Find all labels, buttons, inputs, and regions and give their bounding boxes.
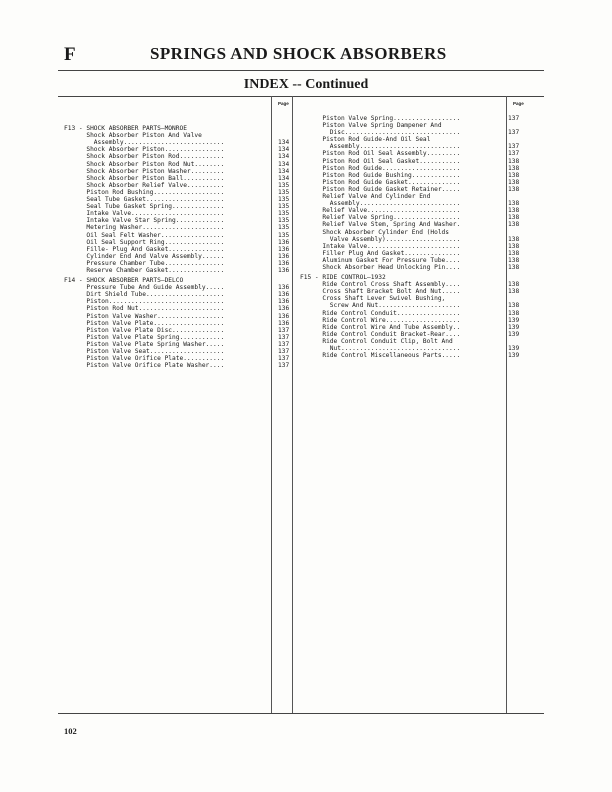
right-page-column-divider [506,96,507,713]
index-entry-text: Shock Absorber Head Unlocking Pin.... [300,263,461,271]
index-entry-text: Oil Seal Felt Washer................. [64,231,225,239]
index-entry-page: 136 [278,284,290,292]
index-entry-text: Relief Valve And Cylinder End [300,193,431,201]
index-entry-text: Relief Valve Stem, Spring And Washer. [300,221,461,229]
index-entry-text: Piston Rod Guide Gasket Retainer..... [300,185,461,193]
index-entry-page: 137 [508,143,520,151]
index-entry-page: 136 [278,266,290,274]
left-page-column-label: Page [278,101,289,106]
index-entry-page: 136 [278,319,290,327]
index-entry-text: Ride Control Conduit................. [300,309,461,317]
index-entry-page: 138 [508,302,520,310]
index-entry-text: Piston Rod Guide..................... [300,164,461,172]
index-entry-text: Shock Absorber Cylinder End (Holds [300,228,450,236]
index-entry-text: Cylinder End And Valve Assembly...... [64,252,225,260]
index-entry-text: Piston Rod Nut....................... [64,305,225,313]
index-entry-page: 136 [278,291,290,299]
index-entry-page: 136 [278,259,290,267]
index-entry-text: F13 - SHOCK ABSORBER PARTS—MONROE [64,125,187,133]
index-entry-text: Piston Valve Plate................... [64,319,225,327]
section-letter: F [64,44,76,65]
index-entry-text: Valve Assembly).................... [300,235,461,243]
index-entry-page: 138 [508,178,520,186]
index-entry-page: 137 [278,333,290,341]
index-entry-text: Relief Valve......................... [300,207,461,215]
index-entry-page: 134 [278,174,290,182]
index-entry-text: Pressure Chamber Tube................ [64,259,225,267]
index-entry-page: 137 [508,129,520,137]
index-entry-page: 138 [508,288,520,296]
index-entry-page: 136 [278,305,290,313]
index-entry-page: 139 [508,352,520,360]
index-entry-text: F14 - SHOCK ABSORBER PARTS—DELCO [64,277,184,285]
index-entry-page: 137 [278,340,290,348]
index-entry-page: 138 [508,207,520,215]
index-entry-page: 139 [508,316,520,324]
index-entry-page: 136 [278,298,290,306]
top-rule [58,70,544,71]
index-entry-text: Nut................................ [300,345,461,352]
index-entry-text: Intake Valve Star Spring............. [64,217,225,225]
index-entry-text: Piston Valve Spring Dampener And [300,122,442,130]
index-entry-page: 138 [508,214,520,222]
index-entry-page: 135 [278,188,290,196]
index-entry-page: 138 [508,263,520,271]
index-entry-text: Metering Washer...................... [64,224,225,232]
index-entry-text: Ride Control Miscellaneous Parts..... [300,352,461,360]
index-entry-text: Fille- Plug And Gasket............... [64,245,225,253]
index-entry-page: 134 [278,160,290,168]
index-entry-text: Piston Valve Spring.................. [300,115,461,122]
index-entry-page: 137 [508,150,520,158]
index-entry-page: 138 [508,242,520,250]
index-entry-text: Screw And Nut...................... [300,302,461,310]
index-entry-text: Aluminum Gasket For Pressure Tube.... [300,256,461,264]
index-entry-page: 135 [278,196,290,204]
index-entry-text: Dirt Shield Tube..................... [64,291,225,299]
index-entry-page: 139 [508,330,520,338]
index-entry-text: F15 - RIDE CONTROL—1932 [300,274,386,282]
section-title: SPRINGS AND SHOCK ABSORBERS [150,44,447,63]
index-entry-page: 135 [278,203,290,211]
index-entry-text: Piston Valve Washer.................. [64,312,225,320]
index-entry-page: 138 [508,171,520,179]
index-entry-text: Assembly........................... [64,139,225,147]
index-entry-text: Ride Control Conduit Bracket-Rear.... [300,330,461,338]
index-entry-text: Piston Valve Plate Spring............ [64,333,225,341]
index-entry-text: Piston Rod Guide Bushing............. [300,171,461,179]
index-entry-text: Piston Rod Oil Seal Assembly......... [300,150,461,158]
index-entry-page: 135 [278,210,290,218]
index-entry-text: Ride Control Cross Shaft Assembly.... [300,281,461,289]
index-entry-page: 135 [278,231,290,239]
center-divider [292,96,293,713]
index-entry-text: Shock Absorber Piston Rod Nut........ [64,160,225,168]
index-entry-text: Piston Valve Orifice Plate........... [64,355,225,363]
index-entry-text: Shock Absorber Relief Valve.......... [64,181,225,189]
index-entry-page: 135 [278,181,290,189]
index-entry-page: 138 [508,235,520,243]
index-entry-page: 136 [278,238,290,246]
index-entry-text: Piston Rod Bushing................... [64,188,225,196]
index-entry-text: Oil Seal Support Ring................ [64,238,225,246]
index-entry-text: Piston Rod Oil Seal Gasket........... [300,157,461,165]
index-entry-page: 135 [278,217,290,225]
index-entry-text: Piston Rod Guide-And Oil Seal [300,136,431,144]
index-entry-text: Shock Absorber Piston................ [64,146,225,154]
index-entry-text: Intake Valve......................... [300,242,461,250]
index-entry-text: Piston Rod Guide Gasket.............. [300,178,461,186]
index-entry-page: 138 [508,185,520,193]
index-entry-text: Ride Control Conduit Clip, Bolt And [300,337,453,345]
bottom-rule [58,713,544,714]
index-entry-text: Disc............................... [300,129,461,137]
index-entry-page: 137 [278,355,290,363]
index-entry-text: Shock Absorber Piston Ball........... [64,174,225,182]
index-entry-text: Filler Plug And Gasket............... [300,249,461,257]
index-entry-page: 139 [508,323,520,331]
index-entry-text: Ride Control Wire.................... [300,316,461,324]
index-entry-page: 138 [508,309,520,317]
index-entry-text: Piston Valve Plate Spring Washer..... [64,340,225,348]
index-title: INDEX -- Continued [243,77,369,92]
page-number: 102 [64,726,77,736]
index-entry-text: Cross Shaft Bracket Bolt And Nut..... [300,288,461,296]
index-entry-page: 134 [278,146,290,154]
index-entry-page: 139 [508,345,520,352]
index-entry-page: 138 [508,164,520,172]
index-entry-page: 137 [278,326,290,334]
index-entry-page: 134 [278,167,290,175]
index-entry-text: Seal Tube Gasket..................... [64,196,225,204]
index-entry-page: 138 [508,249,520,257]
index-entry-text: Seal Tube Gasket Spring.............. [64,203,225,211]
index-entry-text: Reserve Chamber Gasket............... [64,266,225,274]
index-entry-text: Cross Shaft Lever Swivel Bushing, [300,295,446,303]
index-entry-page: 137 [508,115,520,122]
index-entry-page: 134 [278,139,290,147]
index-entry-page: 136 [278,312,290,320]
index-entry-text: Shock Absorber Piston Washer......... [64,167,225,175]
index-entry-page: 136 [278,252,290,260]
index-entry-page: 138 [508,157,520,165]
index-entry-text: Assembly........................... [300,200,461,208]
index-entry-text: Shock Absorber Piston Rod............ [64,153,225,161]
index-entry-text: Ride Control Wire And Tube Assembly.. [300,323,461,331]
index-entry-text: Relief Valve Spring.................. [300,214,461,222]
index-entry-page: 136 [278,245,290,253]
index-entry-text: Piston............................... [64,298,225,306]
index-entry-page: 137 [278,348,290,355]
index-rule [58,96,544,97]
index-entry-page: 137 [278,362,290,370]
index-entry-text: Piston Valve Plate Disc.............. [64,326,225,334]
index-entry-page: 138 [508,256,520,264]
index-entry-page: 135 [278,224,290,232]
index-entry-text: Shock Absorber Piston And Valve [64,132,202,140]
index-entry-text: Pressure Tube And Guide Assembly..... [64,284,225,292]
index-entry-text: Piston Valve Orifice Plate Washer.... [64,362,225,370]
index-entry-page: 138 [508,281,520,289]
index-entry-text: Intake Valve......................... [64,210,225,218]
index-entry-page: 138 [508,200,520,208]
index-entry-page: 138 [508,221,520,229]
index-entry-text: Piston Valve Seat.................... [64,348,225,355]
index-entry-page: 134 [278,153,290,161]
index-entry-text: Assembly........................... [300,143,461,151]
right-page-column-label: Page [513,101,524,106]
